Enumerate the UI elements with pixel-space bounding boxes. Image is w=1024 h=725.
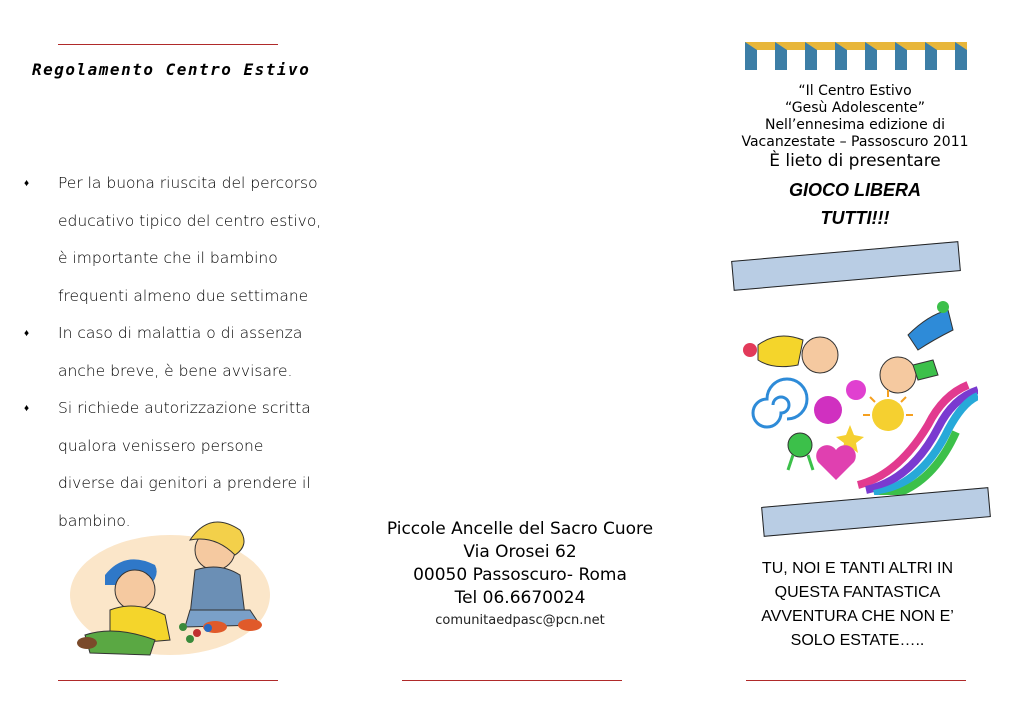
top-rule-left bbox=[58, 44, 278, 45]
children-playing-illustration bbox=[65, 515, 280, 660]
tagline-line: SOLO ESTATE….. bbox=[790, 632, 925, 649]
diamond-bullet-icon: ♦ bbox=[24, 403, 30, 414]
headline bbox=[730, 176, 980, 232]
email-address: comunitaedpasc@pcn.net bbox=[435, 613, 605, 628]
tagline bbox=[735, 557, 980, 653]
phone-number: Tel 06.6670024 bbox=[454, 588, 586, 608]
rule-text: In caso di malattia o di assenza anche breve, è bene avvisare. bbox=[58, 324, 303, 380]
rules-list bbox=[24, 165, 324, 540]
rule-text: Si richiede autorizzazione scritta qualora venissero persone diverse dai genitori a prendere il bambino. bbox=[58, 399, 311, 530]
headline-line: GIOCO LIBERA bbox=[788, 180, 921, 200]
intro-line: È lieto di presentare bbox=[769, 151, 941, 171]
intro-line: Vacanzestate – Passoscuro 2011 bbox=[741, 134, 969, 150]
diamond-bullet-icon: ♦ bbox=[24, 178, 30, 189]
intro-text bbox=[730, 83, 980, 171]
tagline-line: QUESTA FANTASTICA bbox=[774, 584, 941, 601]
decorative-banner bbox=[745, 42, 967, 70]
headline-line: TUTTI!!! bbox=[820, 208, 890, 228]
bottom-rule-left bbox=[58, 680, 278, 681]
rule-text: Per la buona riuscita del percorso educativo tipico del centro estivo, è importante che il bambino frequenti almeno due settimane bbox=[58, 174, 322, 305]
tagline-line: TU, NOI E TANTI ALTRI IN bbox=[761, 560, 954, 577]
list-item bbox=[24, 315, 324, 390]
contact-address bbox=[380, 518, 660, 632]
page-title: Regolamento Centro Estivo bbox=[32, 60, 311, 79]
kids-rainbow-illustration bbox=[738, 295, 978, 495]
bottom-rule-middle bbox=[402, 680, 622, 681]
intro-line: “Gesù Adolescente” bbox=[785, 100, 925, 116]
intro-line: “Il Centro Estivo bbox=[798, 83, 912, 99]
tagline-line: AVVENTURA CHE NON E’ bbox=[761, 608, 954, 625]
bottom-rule-right bbox=[746, 680, 966, 681]
intro-line: Nell’ennesima edizione di bbox=[764, 117, 946, 133]
city-address: 00050 Passoscuro- Roma bbox=[413, 565, 627, 585]
list-item bbox=[24, 165, 324, 315]
blue-banner-box-top bbox=[731, 241, 961, 291]
diamond-bullet-icon: ♦ bbox=[24, 328, 30, 339]
street-address: Via Orosei 62 bbox=[463, 542, 577, 562]
org-name: Piccole Ancelle del Sacro Cuore bbox=[386, 519, 654, 539]
